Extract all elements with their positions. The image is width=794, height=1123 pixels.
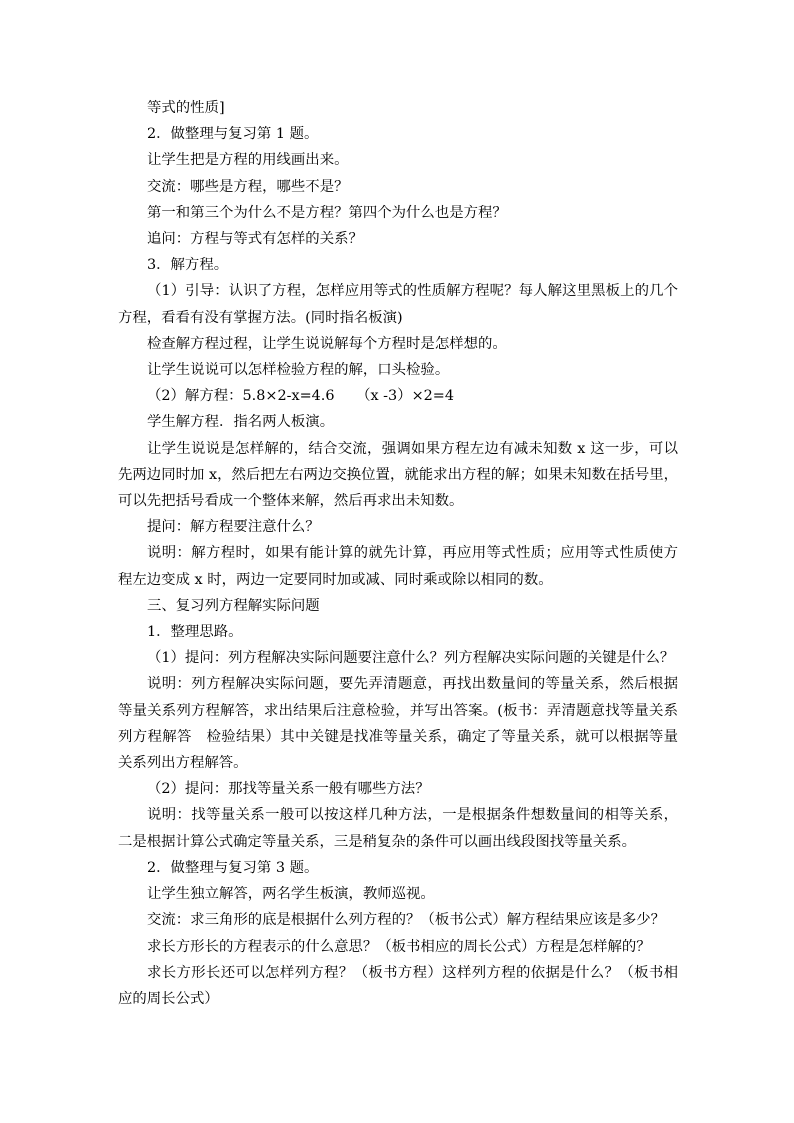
paragraph-7: 3．解方程。 bbox=[147, 257, 229, 274]
paragraph-24: 交流：求三角形的底是根据什么列方程的？（板书公式）解方程结果应该是多少？ bbox=[147, 912, 666, 929]
paragraph-5: 第一和第三个为什么不是方程？第四个为什么也是方程？ bbox=[147, 204, 507, 221]
paragraph-6: 追问：方程与等式有怎样的关系？ bbox=[147, 231, 363, 248]
document-body bbox=[118, 95, 693, 1012]
paragraph-19: 说明：列方程解决实际问题，要先弄清题意，再找出数量间的等量关系，然后根据等量关系列方程解答，求出结果后注意检验，并写出答案。(板书：弄清题意找等量关系 列方程解答 检验结果）其中关键是找准等量关系，确定了等量关系，就可以根据等量关系列出方程解答。 bbox=[118, 676, 693, 772]
paragraph-12: 学生解方程．指名两人板演。 bbox=[147, 414, 335, 431]
paragraph-4: 交流：哪些是方程，哪些不是？ bbox=[147, 178, 349, 195]
paragraph-15: 说明：解方程时，如果有能计算的就先计算，再应用等式性质；应用等式性质使方程左边变成 x 时，两边一定要同时加或减、同时乘或除以相同的数。 bbox=[118, 545, 678, 588]
paragraph-26: 求长方形长还可以怎样列方程？（板书方程）这样列方程的依据是什么？（板书相应的周长公式） bbox=[118, 964, 678, 1007]
section-heading: 三、复习列方程解实际问题 bbox=[147, 597, 320, 614]
paragraph-9: 检查解方程过程，让学生说说解每个方程时是怎样想的。 bbox=[147, 335, 507, 352]
paragraph-21: 说明：找等量关系一般可以按这样几种方法，一是根据条件想数量间的相等关系，二是根据计算公式确定等量关系，三是稍复杂的条件可以画出线段图找等量关系。 bbox=[118, 807, 678, 850]
paragraph-14: 提问：解方程要注意什么？ bbox=[147, 519, 320, 536]
paragraph-10: 让学生说说可以怎样检验方程的解，口头检验。 bbox=[147, 362, 450, 379]
paragraph-18: （1）提问：列方程解决实际问题要注意什么？列方程解决实际问题的关键是什么？ bbox=[147, 650, 675, 667]
paragraph-20: （2）提问：那找等量关系一般有哪些方法？ bbox=[147, 781, 430, 798]
paragraph-23: 让学生独立解答，两名学生板演，教师巡视。 bbox=[147, 886, 435, 903]
paragraph-1: 等式的性质] bbox=[147, 100, 225, 116]
paragraph-3: 让学生把是方程的用线画出来。 bbox=[147, 152, 349, 169]
paragraph-25: 求长方形长的方程表示的什么意思？（板书相应的周长公式）方程是怎样解的？ bbox=[147, 938, 651, 955]
paragraph-17: 1．整理思路。 bbox=[147, 624, 243, 641]
paragraph-11: （2）解方程：5.8×2-x=4.6 （x -3）×2=4 bbox=[147, 388, 455, 405]
paragraph-8: （1）引导：认识了方程，怎样应用等式的性质解方程呢？每人解这里黑板上的几个方程，看看有没有掌握方法。(同时指名板演) bbox=[118, 283, 678, 326]
paragraph-22: 2．做整理与复习第 3 题。 bbox=[147, 859, 319, 876]
paragraph-13: 让学生说说是怎样解的，结合交流，强调如果方程左边有减未知数 x 这一步，可以先两边同时加 x，然后把左右两边交换位置，就能求出方程的解；如果未知数在括号里，可以先把括号看成一个整体来解，然后再求出未知数。 bbox=[118, 440, 678, 510]
paragraph-2: 2．做整理与复习第 1 题。 bbox=[147, 126, 319, 143]
